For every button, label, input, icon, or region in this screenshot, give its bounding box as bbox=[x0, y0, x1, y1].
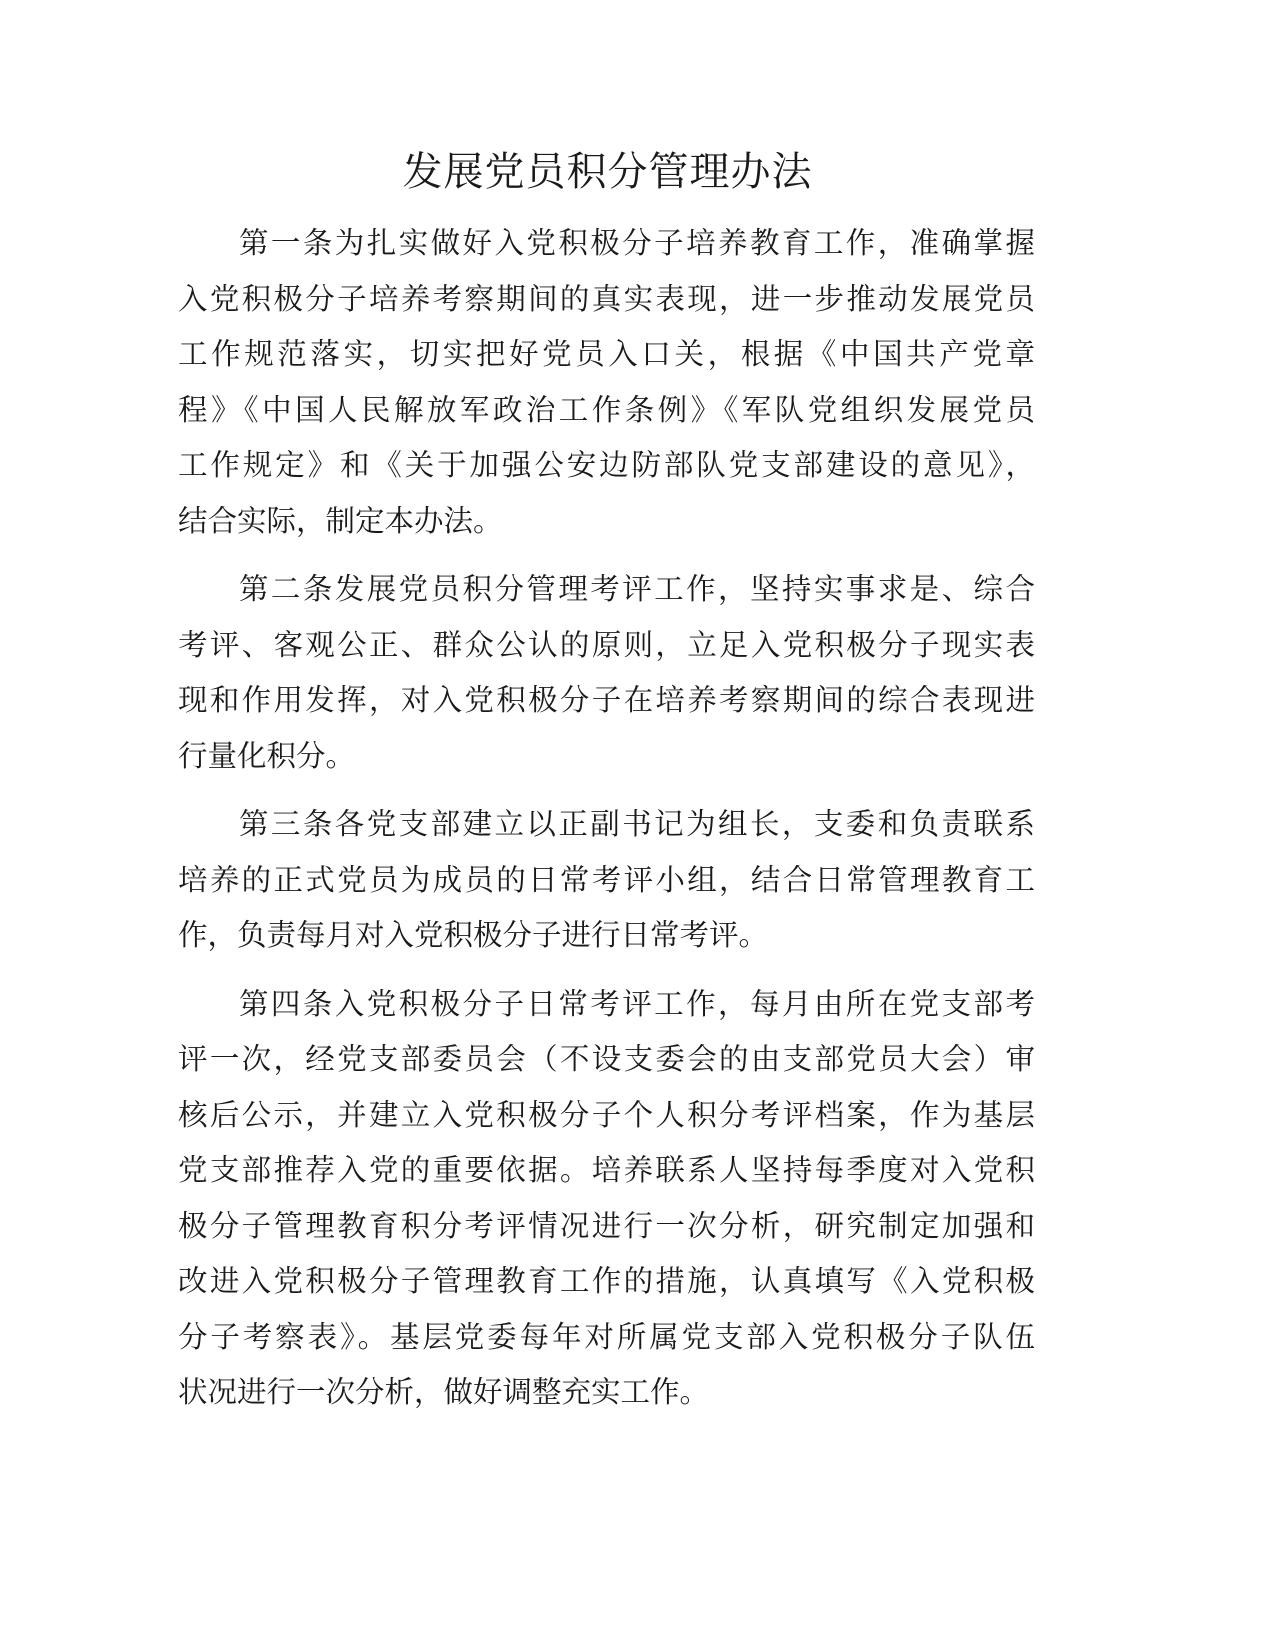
article-paragraph bbox=[178, 797, 1035, 964]
article-paragraph bbox=[178, 562, 1035, 784]
paragraph-line: 分子考察表》。基层党委每年对所属党支部入党积极分子队伍 bbox=[178, 1319, 1035, 1354]
paragraph-line: 评一次，经党支部委员会（不设支委会的由支部党员大会）审 bbox=[178, 1042, 1035, 1076]
article-paragraph bbox=[178, 977, 1035, 1421]
paragraph-line: 现和作用发挥，对入党积极分子在培养考察期间的综合表现进 bbox=[178, 683, 1035, 717]
article-paragraph bbox=[178, 216, 1035, 549]
paragraph-line: 结合实际，制定本办法。 bbox=[178, 503, 503, 538]
document-body bbox=[178, 216, 1035, 1434]
paragraph-line: 工作规定》和《关于加强公安边防部队党支部建设的意见》， bbox=[178, 448, 1035, 482]
paragraph-line: 考评、客观公正、群众公认的原则，立足入党积极分子现实表 bbox=[178, 627, 1035, 662]
paragraph-line: 行量化积分。 bbox=[178, 738, 356, 773]
paragraph-line: 状况进行一次分析，做好调整充实工作。 bbox=[178, 1375, 710, 1409]
paragraph-line: 第二条发展党员积分管理考评工作，坚持实事求是、综合 bbox=[239, 572, 1035, 606]
paragraph-line: 极分子管理教育积分考评情况进行一次分析，研究制定加强和 bbox=[178, 1208, 1035, 1243]
document-title: 发展党员积分管理办法 bbox=[402, 149, 813, 195]
paragraph-line: 工作规范落实，切实把好党员入口关，根据《中国共产党章 bbox=[178, 337, 1035, 371]
paragraph-line: 改进入党积极分子管理教育工作的措施，认真填写《入党积极 bbox=[178, 1264, 1035, 1298]
paragraph-line: 第三条各党支部建立以正副书记为组长，支委和负责联系 bbox=[239, 807, 1035, 841]
paragraph-line: 作，负责每月对入党积极分子进行日常考评。 bbox=[178, 918, 769, 952]
paragraph-line: 党支部推荐入党的重要依据。培养联系人坚持每季度对入党积 bbox=[178, 1153, 1035, 1187]
paragraph-line: 培养的正式党员为成员的日常考评小组，结合日常管理教育工 bbox=[178, 862, 1035, 897]
paragraph-line: 第四条入党积极分子日常考评工作，每月由所在党支部考 bbox=[239, 986, 1035, 1021]
paragraph-line: 入党积极分子培养考察期间的真实表现，进一步推动发展党员 bbox=[178, 281, 1035, 316]
paragraph-line: 核后公示，并建立入党积极分子个人积分考评档案，作为基层 bbox=[178, 1097, 1035, 1132]
paragraph-line: 第一条为扎实做好入党积极分子培养教育工作，准确掌握 bbox=[239, 226, 1035, 260]
paragraph-line: 程》《中国人民解放军政治工作条例》《军队党组织发展党员 bbox=[178, 392, 1035, 427]
